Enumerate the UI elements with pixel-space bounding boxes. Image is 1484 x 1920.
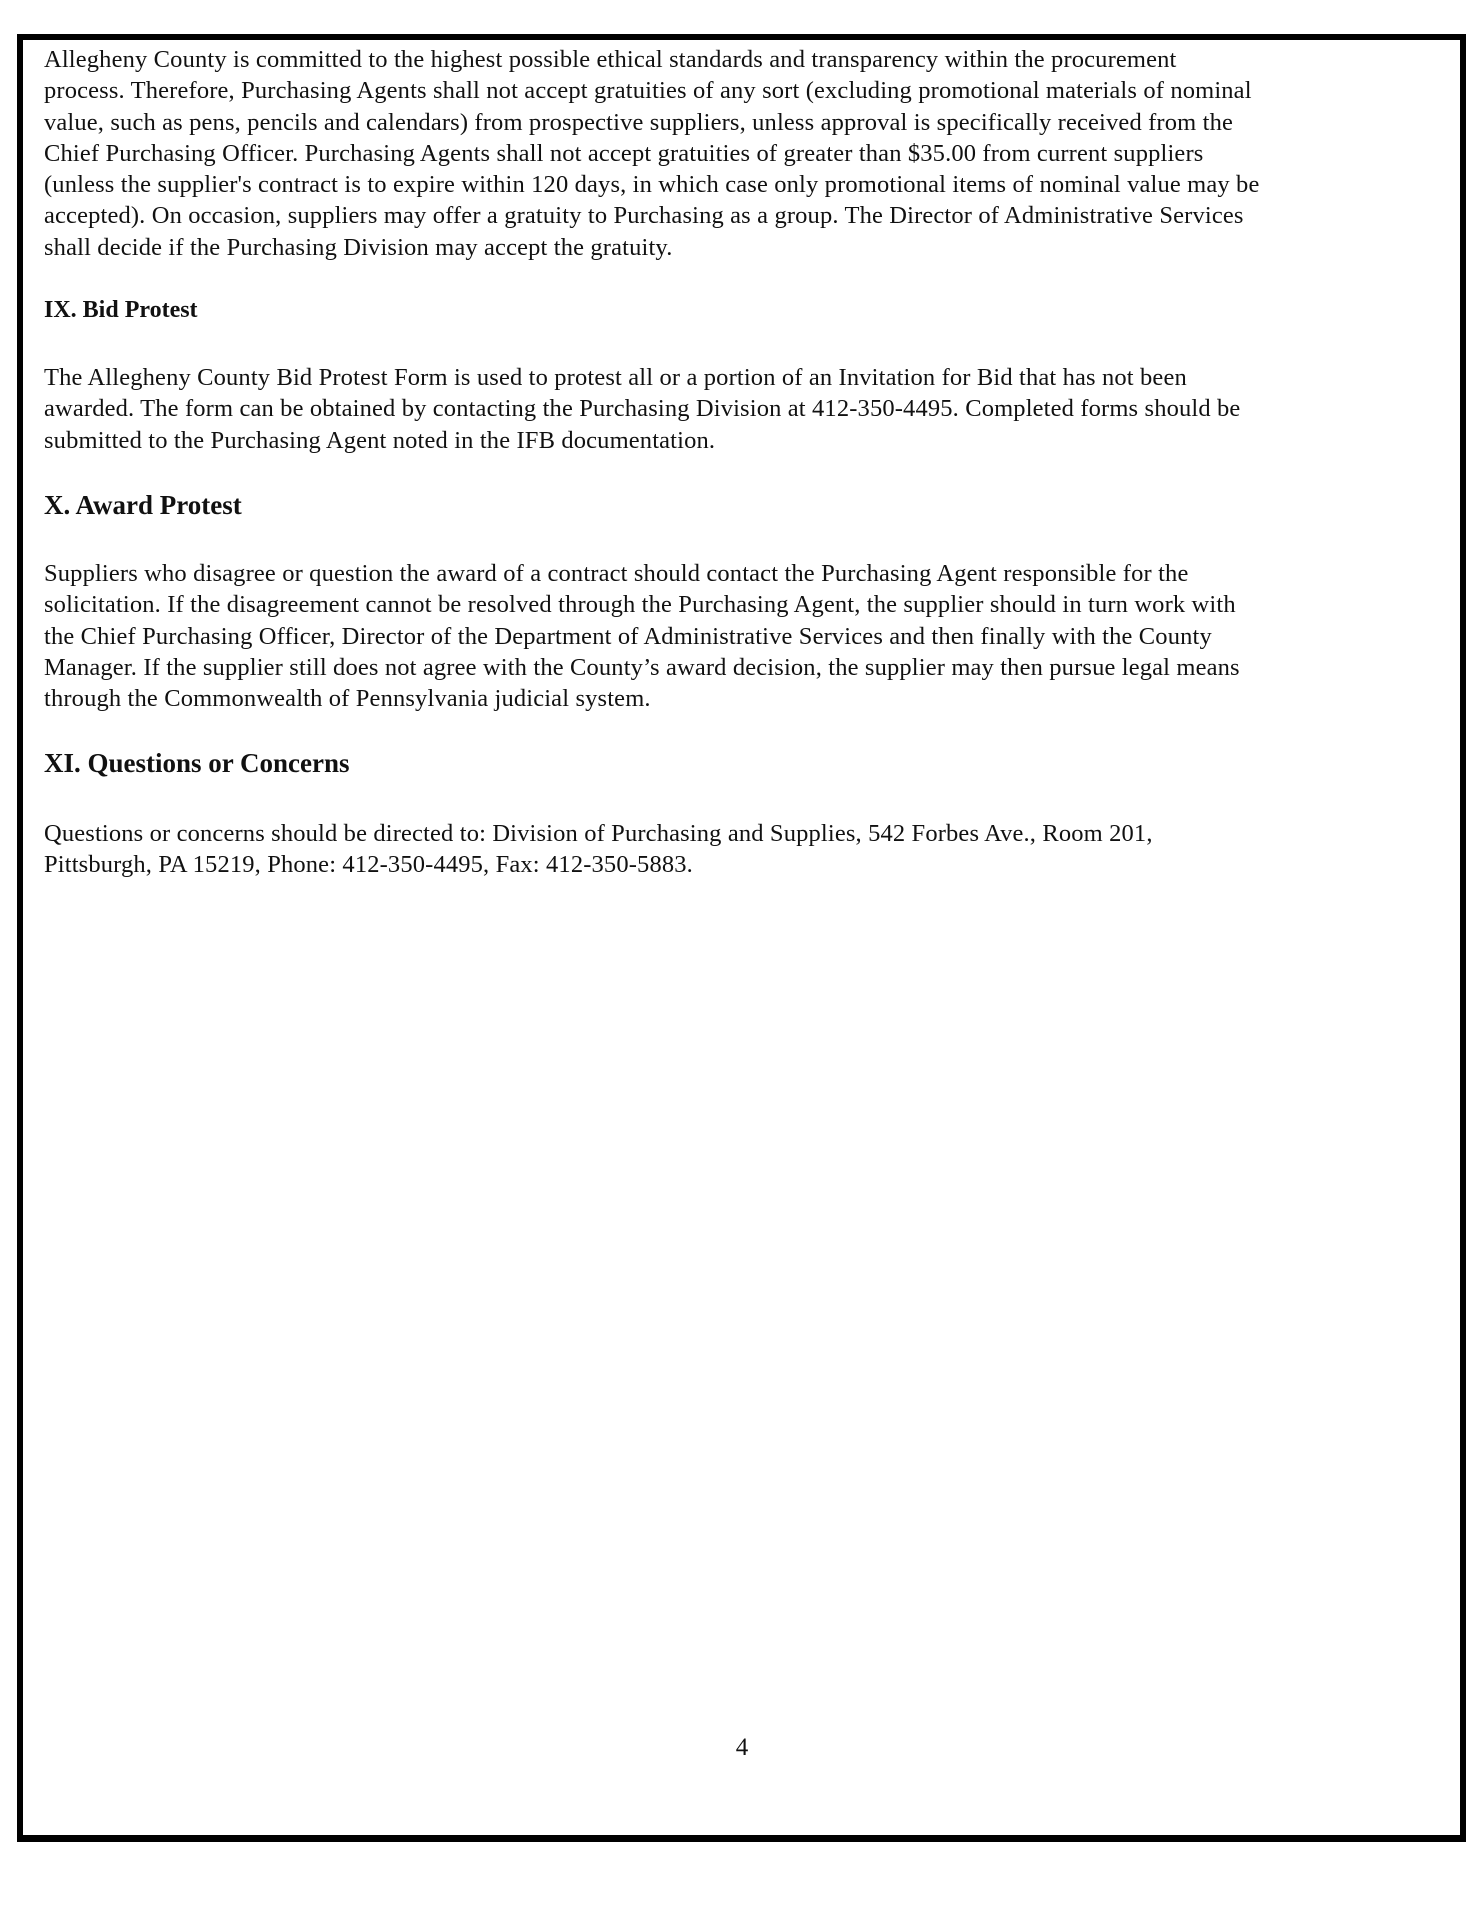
text-line: shall decide if the Purchasing Division may accept the gratuity. bbox=[44, 233, 673, 261]
page-border bbox=[17, 34, 1466, 1842]
text-line: Suppliers who disagree or question the award of a contract should contact the Purchasing Agent responsible for the bbox=[44, 560, 1189, 587]
text-line: submitted to the Purchasing Agent noted in the IFB documentation. bbox=[44, 426, 716, 454]
text-line: through the Commonwealth of Pennsylvania judicial system. bbox=[44, 685, 651, 713]
heading-bid-protest: IX. Bid Protest bbox=[44, 297, 198, 323]
text-line: Manager. If the supplier still does not agree with the County’s award decision, the supplier may then pursue legal means bbox=[44, 653, 1240, 681]
award-protest-paragraph bbox=[44, 558, 1444, 714]
text-line: Chief Purchasing Officer. Purchasing Agents shall not accept gratuities of greater than $35.00 from current suppliers bbox=[44, 139, 1204, 167]
text-line: Pittsburgh, PA 15219, Phone: 412-350-4495, Fax: 412-350-5883. bbox=[44, 851, 693, 879]
text-line: value, such as pens, pencils and calendars) from prospective suppliers, unless approval is specifically received from the bbox=[44, 108, 1233, 136]
bid-protest-paragraph bbox=[44, 362, 1444, 456]
questions-paragraph bbox=[44, 818, 1444, 881]
text-line: Questions or concerns should be directed to: Division of Purchasing and Supplies, 542 Forbes Ave., Room 201, bbox=[44, 820, 1153, 847]
heading-questions: XI. Questions or Concerns bbox=[44, 748, 350, 778]
text-line: Allegheny County is committed to the highest possible ethical standards and transparency within the procurement bbox=[44, 46, 1177, 73]
text-line: solicitation. If the disagreement cannot be resolved through the Purchasing Agent, the supplier should in turn work with bbox=[44, 591, 1236, 619]
text-line: the Chief Purchasing Officer, Director of the Department of Administrative Services and then finally with the County bbox=[44, 622, 1212, 650]
text-line: (unless the supplier's contract is to expire within 120 days, in which case only promotional items of nominal value may be bbox=[44, 171, 1260, 199]
intro-paragraph bbox=[44, 44, 1444, 263]
heading-award-protest: X. Award Protest bbox=[44, 490, 242, 520]
text-line: The Allegheny County Bid Protest Form is used to protest all or a portion of an Invitation for Bid that has not been bbox=[44, 364, 1187, 391]
text-line: process. Therefore, Purchasing Agents shall not accept gratuities of any sort (excluding promotional materials of nominal bbox=[44, 77, 1252, 105]
text-line: awarded. The form can be obtained by contacting the Purchasing Division at 412-350-4495. Completed forms should be bbox=[44, 395, 1241, 423]
text-line: accepted). On occasion, suppliers may offer a gratuity to Purchasing as a group. The Director of Administrative Services bbox=[44, 202, 1244, 230]
page-number: 4 bbox=[735, 1734, 749, 1761]
